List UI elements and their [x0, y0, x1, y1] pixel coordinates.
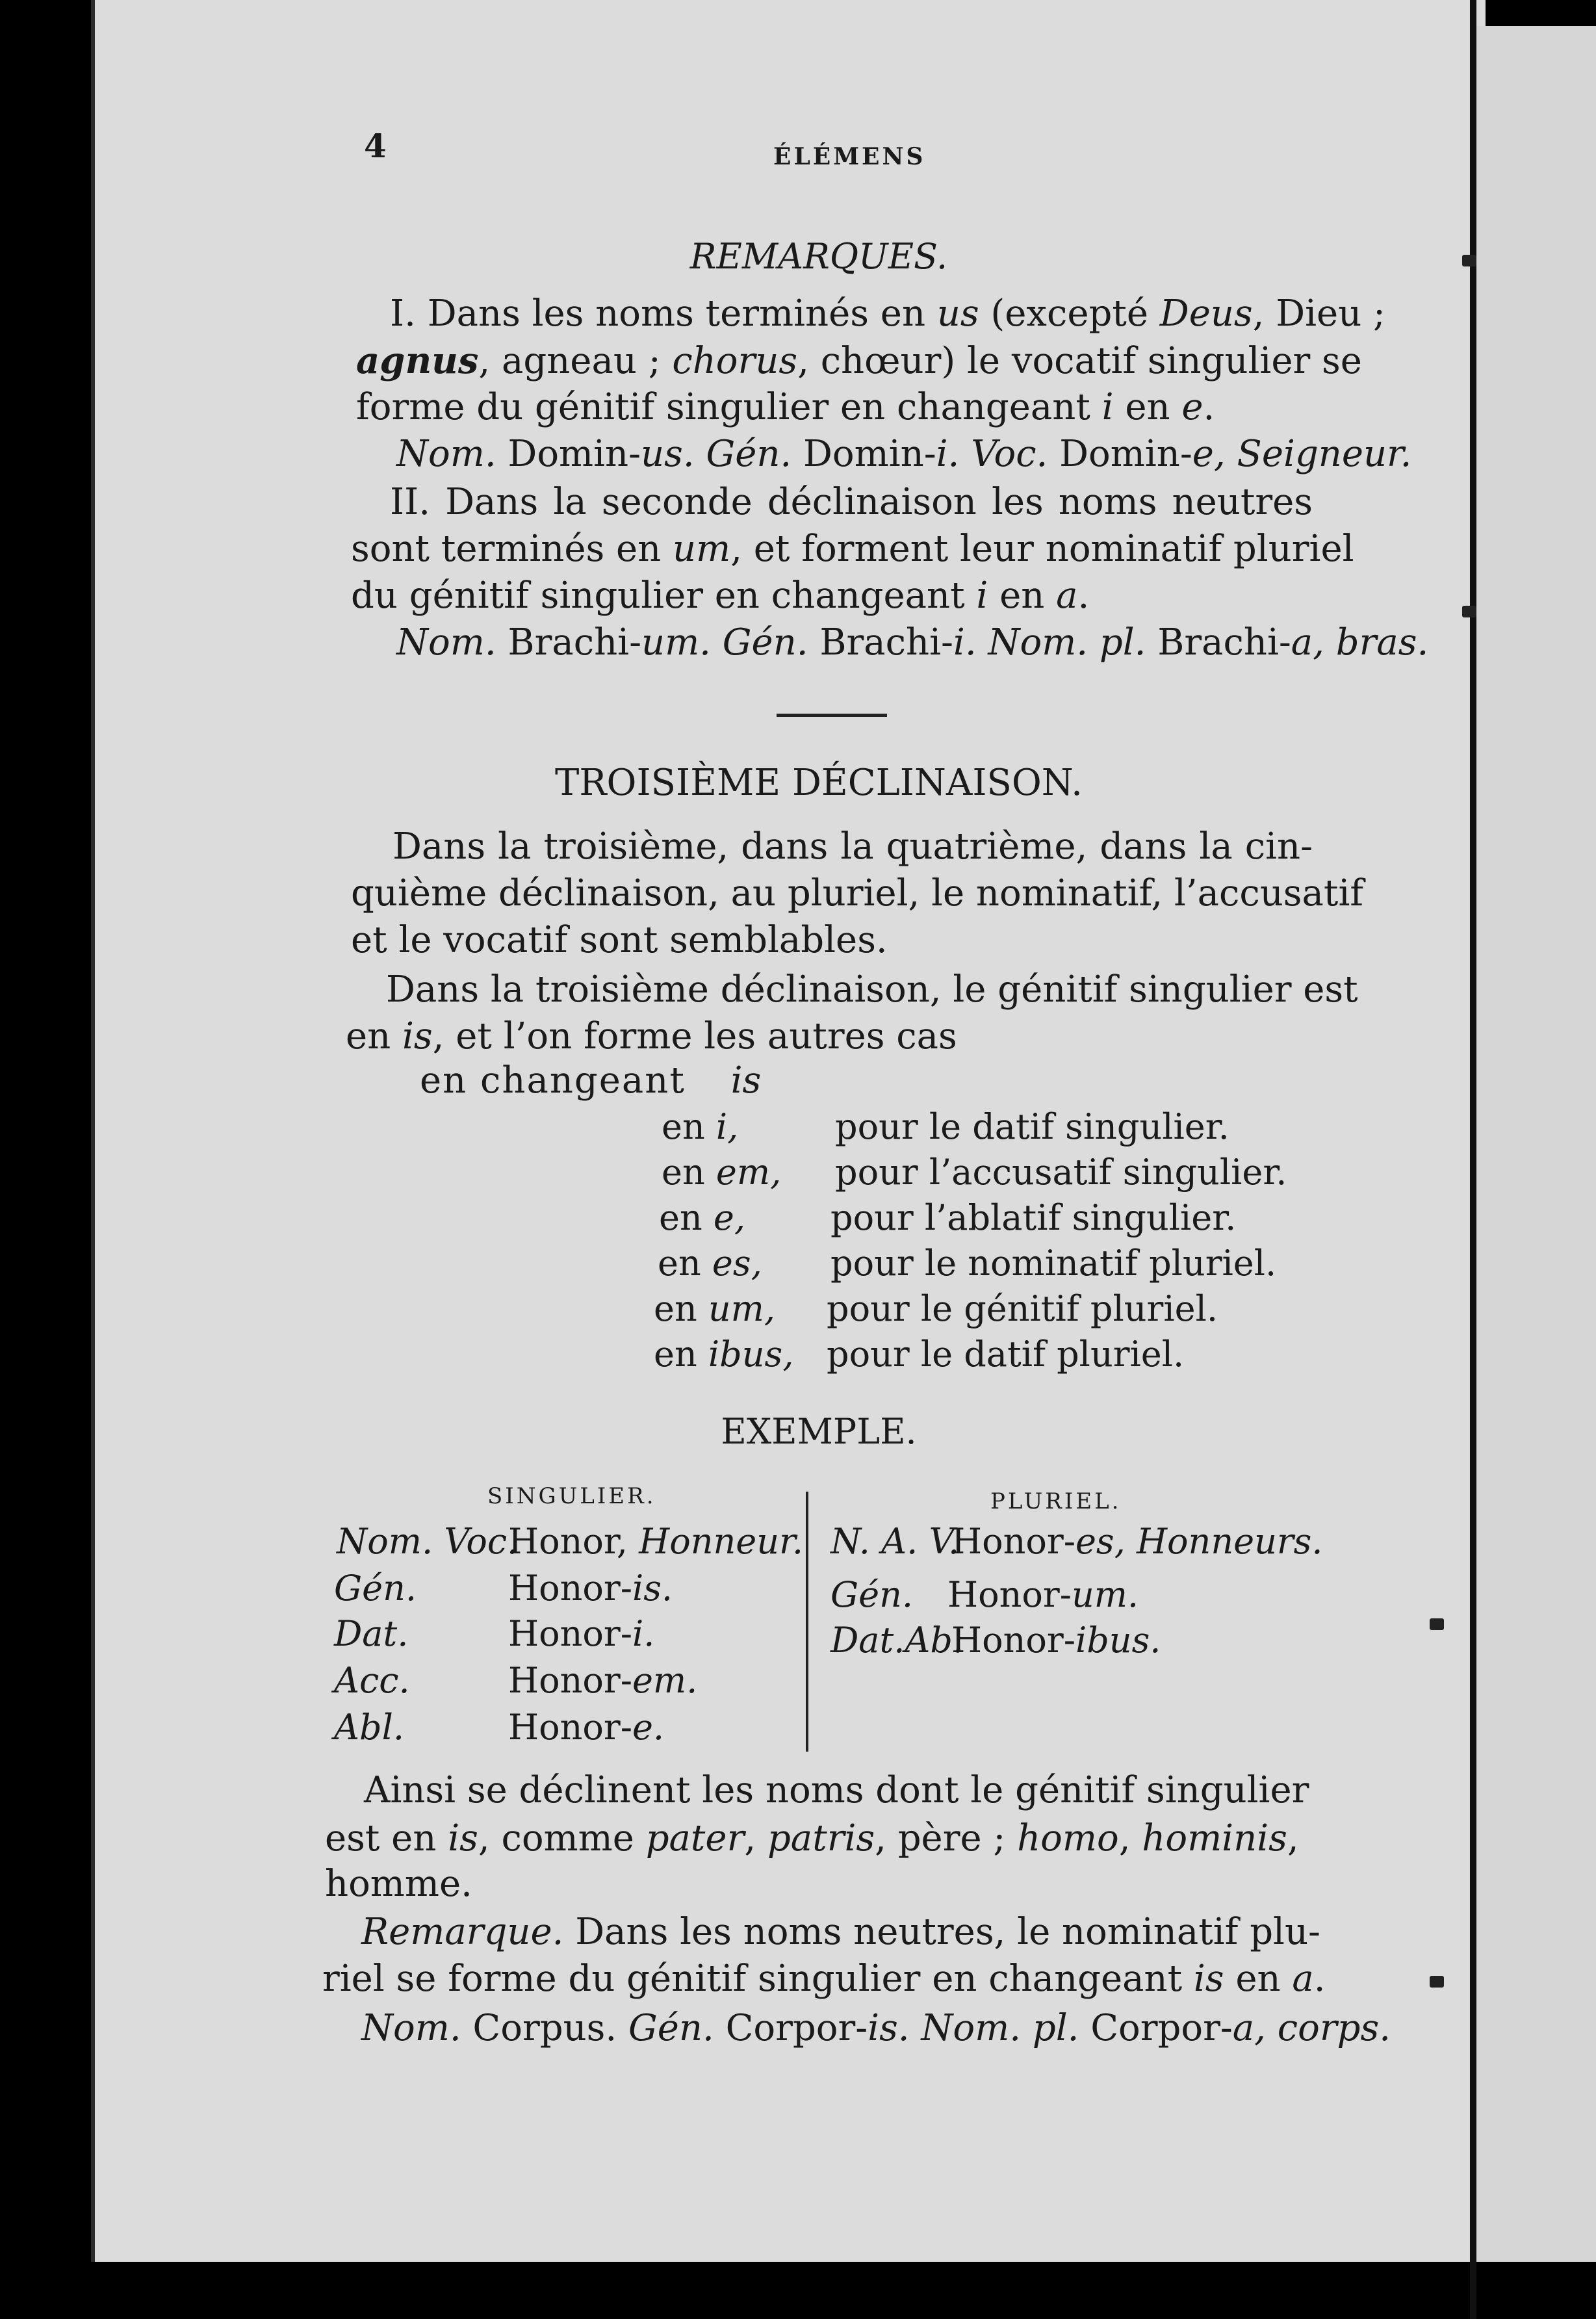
- case-label: Gén.: [830, 1574, 914, 1615]
- ainsi-line2: est en is, comme pater, patris, père ; homo, hominis,: [325, 1817, 1299, 1859]
- ending-row: en em,: [662, 1152, 782, 1193]
- binding-mark: [1430, 1976, 1444, 1988]
- remarques-title: REMARQUES.: [689, 236, 948, 277]
- remarques-p2-line1: II. Dans la seconde déclinaison les noms neutres: [390, 481, 1313, 523]
- binding-mark: [1462, 606, 1476, 617]
- remarques-p1-example: Nom. Domin-us. Gén. Domin-i. Voc. Domin-e, Seigneur.: [396, 433, 1412, 475]
- troisieme-p2-line1: Dans la troisième déclinaison, le génitif singulier est: [386, 968, 1358, 1011]
- ending-row: en um,: [654, 1288, 776, 1329]
- troisieme-p1-line2: quième déclinaison, au pluriel, le nominatif, l’accusatif: [351, 872, 1364, 914]
- remarques-p1-line1: I. Dans les noms terminés en us (excepté Deus, Dieu ;: [390, 292, 1385, 335]
- remarques-p1-line2: agnus, agneau ; chorus, chœur) le vocatif singulier se: [356, 339, 1362, 382]
- ending-row: en ibus,: [654, 1334, 794, 1375]
- ending-use: pour l’accusatif singulier.: [835, 1152, 1287, 1193]
- ending-use: pour le génitif pluriel.: [827, 1288, 1218, 1329]
- case-label: Dat.: [334, 1613, 409, 1654]
- binding-strip: [1470, 0, 1476, 2319]
- case-label: Gén.: [334, 1568, 417, 1609]
- declension-form: Honor-e.: [508, 1707, 665, 1748]
- section-divider: [777, 714, 887, 717]
- remarques-p2-example: Nom. Brachi-um. Gén. Brachi-i. Nom. pl. Brachi-a, bras.: [396, 621, 1429, 664]
- declension-form: Honor-is.: [508, 1568, 673, 1609]
- case-label: Dat.Ab.: [830, 1620, 964, 1661]
- declension-form: Honor-es, Honneurs.: [951, 1521, 1323, 1562]
- troisieme-p1-line3: et le vocatif sont semblables.: [351, 919, 888, 961]
- troisieme-p1-line1: Dans la troisième, dans la quatrième, dans la cin-: [393, 825, 1313, 868]
- case-label: Acc.: [334, 1660, 410, 1701]
- remarque-line1: Remarque. Dans les noms neutres, le nominatif plu-: [361, 1911, 1320, 1953]
- troisieme-p2-line3: en changeant is: [420, 1059, 762, 1102]
- declension-form: Honor, Honneur.: [508, 1521, 804, 1562]
- ending-row: en e,: [659, 1197, 746, 1238]
- exemple-title: EXEMPLE.: [721, 1411, 917, 1452]
- remarque-line2: riel se forme du génitif singulier en changeant is en a.: [322, 1958, 1326, 2000]
- troisieme-p2-line2: en is, et l’on forme les autres cas: [346, 1015, 957, 1057]
- remarques-p1-line3: forme du génitif singulier en changeant i en e.: [356, 386, 1215, 428]
- ending-use: pour l’ablatif singulier.: [830, 1197, 1237, 1238]
- remarque-example: Nom. Corpus. Gén. Corpor-is. Nom. pl. Corpor-a, corps.: [361, 2007, 1391, 2049]
- remarques-p2-line3: du génitif singulier en changeant i en a.: [351, 575, 1090, 617]
- ending-row: en i,: [662, 1106, 739, 1147]
- binding-mark: [1430, 1618, 1444, 1630]
- case-label: Nom. Voc.: [337, 1521, 519, 1562]
- running-title: ÉLÉMENS: [773, 143, 926, 170]
- declension-form: Honor-ibus.: [951, 1620, 1161, 1661]
- pluriel-label: PLURIEL.: [990, 1488, 1122, 1514]
- case-label: N. A. V.: [830, 1521, 960, 1562]
- page-number: 4: [364, 127, 387, 165]
- singulier-label: SINGULIER.: [487, 1483, 656, 1509]
- ending-use: pour le datif singulier.: [835, 1106, 1229, 1147]
- column-divider: [806, 1492, 808, 1752]
- declension-form: Honor-um.: [947, 1574, 1139, 1615]
- troisieme-title: TROISIÈME DÉCLINAISON.: [555, 762, 1083, 804]
- case-label: Abl.: [334, 1707, 404, 1748]
- binding-mark: [1462, 255, 1476, 266]
- right-margin: [1476, 26, 1596, 2262]
- declension-form: Honor-em.: [508, 1660, 698, 1701]
- ainsi-line3: homme.: [325, 1863, 472, 1905]
- ending-row: en es,: [658, 1243, 762, 1284]
- remarques-p2-line2: sont terminés en um, et forment leur nominatif pluriel: [351, 528, 1354, 570]
- ainsi-line1: Ainsi se déclinent les noms dont le génitif singulier: [364, 1769, 1309, 1811]
- declension-form: Honor-i.: [508, 1613, 655, 1654]
- ending-use: pour le nominatif pluriel.: [830, 1243, 1277, 1284]
- ending-use: pour le datif pluriel.: [827, 1334, 1185, 1375]
